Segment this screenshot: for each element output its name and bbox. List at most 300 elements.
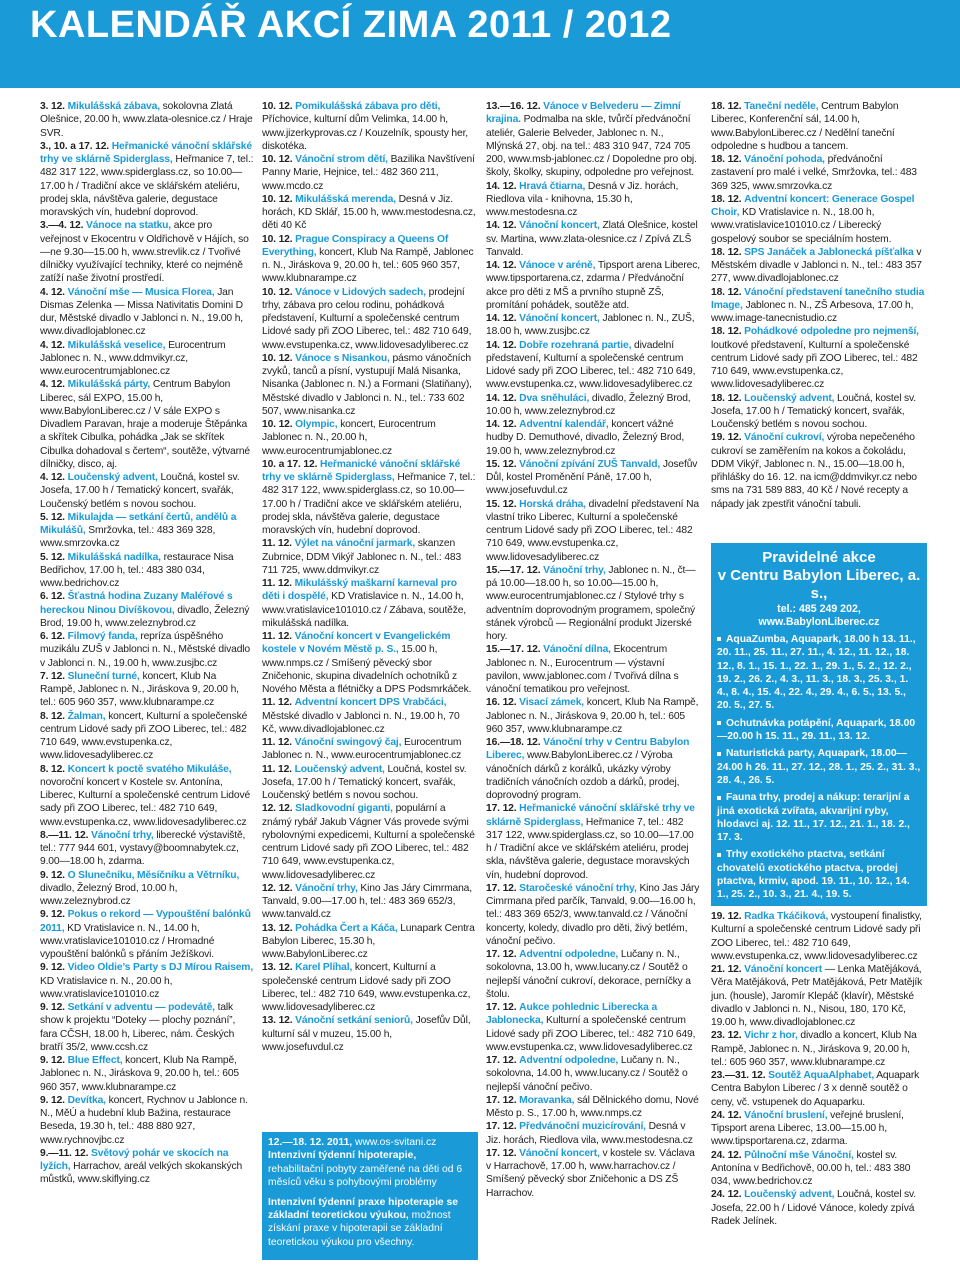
event-details: Centrum Babylon Liberec, sál EXPO, 15.00 h, www.BabylonLiberec.cz / V sále EXPO s Divadlem Paravan, hraje a moderuje Štěpánka a skřítek Cibulka, pohádka „Jak se skřítek Cibulka dohadoval s čertem“, soutěže, výtvarné dílničky, disco, aj. bbox=[40, 379, 251, 470]
event-details: repríza úspěšného muzikálu ZUŠ v Jablonci n. N., Městské divadlo v Jablonci n. N., 19.00 h, www.zusjbc.cz bbox=[40, 631, 250, 669]
event-name: SPS Janáček a Jablonecká píšťalka bbox=[744, 246, 914, 258]
event-name: Vichr z hor, bbox=[744, 1030, 798, 1042]
event-entry bbox=[262, 763, 476, 803]
event-entry bbox=[486, 1054, 700, 1094]
event-date: 18. 12. bbox=[711, 326, 742, 338]
event-entry bbox=[262, 418, 476, 458]
event-entry bbox=[486, 458, 700, 498]
event-date: 9. 12. bbox=[40, 1094, 65, 1106]
event-name: Žalman, bbox=[67, 710, 106, 722]
event-date: 24. 12. bbox=[711, 1149, 742, 1161]
event-details: KD Vratislavice n. N., 14.00 h, www.vratislavice101010.cz / Hromadné vypouštění balónků s přáním Ježíškovi. bbox=[40, 922, 215, 960]
event-details: KD Vratislavice n. N., 20.00 h, www.vratislavice101010.cz bbox=[40, 975, 173, 1000]
event-date: 8. 12. bbox=[40, 763, 65, 775]
event-name: Vánoce v Belvederu — Zimní krajina. bbox=[486, 101, 681, 126]
event-date: 14. 12. bbox=[486, 220, 517, 232]
event-name: Mikulášská veselice, bbox=[67, 339, 166, 351]
event-date: 17. 12. bbox=[486, 882, 517, 894]
event-entry bbox=[40, 763, 254, 829]
event-details: Desná v Jiz. horách, Riedlova vila, www.mestodesna.cz bbox=[486, 1121, 693, 1146]
event-details: Ekocentrum Jablonec n. N., Eurocentrum — výstavní pavilon, www.jablonec.com / Tvořivá dílna s vánoční tematikou pro veřejnost. bbox=[486, 644, 679, 695]
event-details: sál Dělnického domu, Nové Město p. S., 17.00 h, www.nmps.cz bbox=[486, 1094, 699, 1119]
event-entry bbox=[486, 643, 700, 696]
event-date: 4. 12. bbox=[40, 286, 65, 298]
event-date: 17. 12. bbox=[486, 1002, 517, 1013]
event-details: — Lenka Matějáková, Věra Matějáková, Petr Matějáková, Petr Matějík jun. (housle), Jaromír Klepáč (klavír), Městské divadlo v Jablonci n. N., Nisou, 180, 170 Kč, 19.00 h, www.divadlojablonec.cz bbox=[711, 964, 923, 1028]
event-details: divadelní představení Na vlastní triko Liberec, Kulturní a společenské centrum Lidové sady při ZOO Liberec, tel.: 482 710 649, www.evstupenka.cz, www.lidovesadyliberec.cz bbox=[486, 498, 699, 563]
event-name: Vánoční zpívání ZUŠ Tanvald, bbox=[519, 458, 661, 470]
event-details: Eurocentrum Jablonec n. N., www.ddmvikyr.cz, www.eurocentrumjablonec.cz bbox=[40, 339, 226, 377]
event-date: 17. 12. bbox=[486, 1147, 517, 1159]
event-entry bbox=[486, 802, 700, 882]
bullet-icon bbox=[717, 853, 721, 857]
event-details: koncert, Rychnov u Jablonce n. N., MěÚ a hudební klub Bažina, restaurace Beseda, 19.30 h, tel.: 488 880 927, www.rychnovjbc.cz bbox=[40, 1094, 248, 1146]
panel-line-2 bbox=[268, 1149, 472, 1189]
event-date: 10. 12. bbox=[262, 286, 293, 298]
event-entry bbox=[262, 1014, 476, 1054]
event-name: Vánoce v Lidových sadech, bbox=[295, 286, 426, 298]
event-name: Loučenský advent, bbox=[744, 392, 835, 404]
event-entry bbox=[486, 418, 700, 458]
event-date: 10. 12. bbox=[262, 233, 293, 245]
event-date: 6. 12. bbox=[40, 591, 65, 603]
event-entry bbox=[40, 869, 254, 909]
regular-event-item bbox=[717, 717, 921, 744]
event-details: liberecké výstaviště, tel.: 777 944 601, vystavy@boomnabytek.cz, 9.00—18.00 h, zdarma. bbox=[40, 829, 246, 868]
event-entry bbox=[486, 882, 700, 948]
event-name: Šťastná hodina Zuzany Maléřové s hereckou Ninou Divíškovou, bbox=[40, 591, 233, 616]
event-details: předvánoční zastavení pro malé i velké, Smržovka, tel.: 483 369 325, www.smrzovka.cz bbox=[711, 154, 917, 192]
event-entry bbox=[711, 153, 925, 193]
event-details: populární a známý rybář Jakub Vágner Vás provede svými rybolovnými expedicemi, Kulturní a společenské centrum Lidové sady při ZOO Liberec, tel.: 482 710 649, www.evstupenka.cz, www.lidovesadyliberec.cz bbox=[262, 803, 475, 881]
page-header bbox=[0, 0, 960, 88]
panel-heading: Intenzivní týdenní hipoterapie, bbox=[268, 1150, 417, 1162]
event-date: 14. 12. bbox=[486, 313, 517, 324]
event-name: Pohádkové odpoledne pro nejmenší, bbox=[744, 326, 919, 338]
event-name: Půlnoční mše Vánoční, bbox=[744, 1149, 854, 1161]
event-date: 21. 12. bbox=[711, 964, 742, 975]
event-date: 9. 12. bbox=[40, 909, 65, 921]
event-entry bbox=[486, 219, 700, 259]
event-details: akce pro veřejnost v Ekocentru v Oldřichově v Hájích, so—ne 9.30—15.00 h, www.strevlik.cz / Tvořivé dílničky využívající techniky, které co nejméně zatíží naše životní prostředí. bbox=[40, 220, 249, 285]
event-name: Vánoční strom dětí, bbox=[295, 154, 388, 165]
event-details: prodejní trhy, zábava pro celou rodinu, pohádková představení, Kulturní a společenské centrum Lidové sady při ZOO Liberec, tel.: 482 710 649, www.evstupenka.cz, www.lidovesadyliberec.cz bbox=[262, 286, 472, 351]
event-entry bbox=[262, 736, 476, 763]
event-details: koncert, Klub Na Rampě, Jablonec n. N., Jiráskova 9, 20.00 h, tel.: 605 960 357, www.klubnarampe.cz bbox=[262, 246, 474, 285]
event-entry bbox=[262, 922, 476, 962]
event-name: Moravanka, bbox=[519, 1094, 575, 1106]
event-details: Bazilika Navštívení Panny Marie, Hejnice, tel.: 482 360 211, www.mcdo.cz bbox=[262, 154, 475, 192]
event-date: 17. 12. bbox=[486, 803, 517, 815]
event-details: Jablonec n. N., ZUŠ, 18.00 h, www.zusjbc.cz bbox=[486, 313, 695, 338]
event-date: 3., 10. a 17. 12. bbox=[40, 140, 110, 152]
event-name: Vánoční dílna, bbox=[543, 644, 611, 656]
event-details: Heřmanice 7, tel.: 482 317 122, www.spiderglass.cz, so 10.00—17.00 h / Tradiční akce ve sklářském ateliéru, prodej skla, návštěva galerie, degustace moravských vín, hudební doprovod. bbox=[262, 472, 476, 536]
event-name: Loučenský advent, bbox=[744, 1189, 835, 1201]
panel-text: možnost získání praxe v hipoterapii se základní teoretickou výukou pro všechny. bbox=[268, 1210, 451, 1248]
event-name: Soutěž AquaAlphabet, bbox=[768, 1070, 875, 1081]
event-entry bbox=[40, 1054, 254, 1094]
event-entry bbox=[486, 1001, 700, 1054]
event-name: Vánoční koncert, bbox=[519, 313, 600, 324]
event-details: Centrum Babylon Liberec, Konferenční sál, 14.00 h, www.BabylonLiberec.cz / Nedělní taneční odpoledne s hudbou a tancem. bbox=[711, 101, 899, 152]
event-entry bbox=[40, 710, 254, 763]
event-details: Aquapark Centra Babylon Liberec / 3 x denně soutěž o ceny, vč. vstupenek do Aquaparku. bbox=[711, 1070, 920, 1108]
event-name: Setkání v adventu — podevátě, bbox=[67, 1002, 215, 1013]
event-date: 14. 12. bbox=[486, 260, 517, 271]
event-name: Adventní kalendář, bbox=[519, 419, 609, 430]
event-name: Vánoční mše — Musica Florea, bbox=[67, 286, 215, 298]
event-name: Mikulášská zábava, bbox=[67, 101, 160, 112]
event-name: Mikulajda — setkání čertů, andělů a Mikulášů, bbox=[40, 511, 237, 536]
event-name: Olympic, bbox=[295, 419, 338, 430]
event-date: 4. 12. bbox=[40, 379, 65, 391]
event-date: 11. 12. bbox=[262, 763, 292, 775]
event-date: 12. 12. bbox=[262, 803, 293, 815]
event-details: Lunapark Centra Babylon Liberec, 15.30 h, www.BabylonLiberec.cz bbox=[262, 922, 475, 960]
event-date: 8. 12. bbox=[40, 710, 65, 722]
event-entry bbox=[711, 246, 925, 286]
event-date: 13.—16. 12. bbox=[486, 101, 541, 112]
hipoterapie-panel bbox=[262, 1132, 478, 1260]
event-details: divadelní představení, Kulturní a společenské centrum Lidové sady při ZOO Liberec, tel.: 482 710 649, www.evstupenka.cz, www.lidovesadyliberec.cz bbox=[486, 339, 696, 391]
event-entry bbox=[486, 100, 700, 180]
event-details: sokolovna Zlatá Olešnice, 20.00 h, www.zlata-olesnice.cz / Hraje SVR. bbox=[40, 101, 253, 139]
event-entry bbox=[711, 1109, 925, 1149]
event-details: v Městském divadle v Jablonci n. N., tel.: 483 357 277, www.divadlojablonec.cz bbox=[711, 246, 922, 285]
event-entry bbox=[40, 471, 254, 511]
event-details: Zlatá Olešnice, kostel sv. Martina, www.zlata-olesnice.cz / Zpívá ZLŠ Tanvald. bbox=[486, 220, 698, 258]
panel-title: Pravidelné akce bbox=[762, 549, 876, 566]
event-name: Vánoční koncert, bbox=[519, 220, 600, 232]
event-name: Předvánoční muzicírování, bbox=[519, 1121, 646, 1133]
calendar-column-2 bbox=[262, 100, 476, 1054]
event-name: Vánoční představení tanečního studia Image, bbox=[711, 286, 925, 311]
event-details: Josefův Důl, kulturní sál v muzeu, 15.00 h, www.josefuvdul.cz bbox=[262, 1015, 471, 1053]
event-date: 13. 12. bbox=[262, 922, 293, 934]
event-name: Karel Plíhal, bbox=[295, 962, 353, 974]
event-date: 17. 12. bbox=[486, 1055, 517, 1066]
event-date: 10. 12. bbox=[262, 154, 293, 165]
event-entry bbox=[486, 564, 700, 644]
event-date: 9. 12. bbox=[40, 1002, 65, 1013]
event-date: 15.—17. 12. bbox=[486, 564, 541, 576]
event-entry bbox=[486, 1094, 700, 1121]
regular-event-name: Ochutnávka potápění, bbox=[726, 717, 834, 729]
event-entry bbox=[262, 286, 476, 352]
event-details: talk show k projektu “Doteky — plochy poznání”, fara CČSH, 18.00 h, Liberec, nám. Českých bratří 35/2, www.ccsh.cz bbox=[40, 1002, 236, 1053]
event-details: Loučná, kostel sv. Josefa, 17.00 h / Tematický koncert, svařák, Loučenský betlém s novou sochou. bbox=[711, 392, 917, 430]
regular-event-name: AquaZumba, bbox=[726, 634, 789, 645]
event-entry bbox=[40, 1147, 254, 1187]
event-name: Adventní odpoledne, bbox=[519, 1055, 619, 1066]
event-entry bbox=[711, 1069, 925, 1109]
event-entry bbox=[262, 537, 476, 577]
event-entry bbox=[262, 193, 476, 233]
regular-event-item bbox=[717, 791, 921, 844]
event-name: Vánoční pohoda, bbox=[744, 154, 825, 165]
event-date: 11. 12. bbox=[262, 737, 292, 748]
event-details: koncert, Kulturní a společenské centrum Lidové sady při ZOO Liberec, tel.: 482 710 649, www.evstupenka.cz, www.lidovesadyliberec.cz bbox=[40, 710, 248, 762]
event-entry bbox=[262, 961, 476, 1014]
event-name: Devítka, bbox=[67, 1094, 106, 1106]
event-name: Vánoční koncert, bbox=[519, 1147, 600, 1159]
event-date: 15.—17. 12. bbox=[486, 644, 541, 656]
event-date: 19. 12. bbox=[711, 432, 742, 444]
event-name: Vánoční trhy v Centru Babylon Liberec, bbox=[486, 737, 690, 762]
bullet-icon bbox=[717, 752, 721, 756]
event-date: 11. 12. bbox=[262, 578, 292, 589]
event-name: Vánoční bruslení, bbox=[744, 1109, 828, 1121]
event-details: vystoupení finalistky, Kulturní a společenské centrum Lidové sady při ZOO Liberec, tel.: 482 710 649, www.evstupenka.cz, www.lidovesadyliberec.cz bbox=[711, 911, 922, 962]
event-details: KD Vratislavice n. N., 14.00 h, www.vratislavice101010.cz / Zábava, soutěže, mikulášská nadílka. bbox=[262, 591, 467, 629]
event-entry bbox=[486, 180, 700, 220]
event-name: Mikulášská nadílka, bbox=[67, 551, 161, 563]
panel-heading: Intenzivní týdenní praxe hipoterapie se základní teoretickou výukou, bbox=[268, 1196, 458, 1222]
event-entry bbox=[711, 193, 925, 246]
event-details: Heřmanice 7, tel.: 482 317 122, www.spiderglass.cz, so 10.00—17.00 h / Tradiční akce ve sklářském ateliéru, prodej skla, návštěva galerie, degustace moravských vín, hudební doprovod. bbox=[40, 154, 254, 218]
event-name: Vánoční trhy, bbox=[543, 564, 606, 576]
event-date: 7. 12. bbox=[40, 670, 65, 682]
event-details: Podmalba na skle, tvůrčí předvánoční ateliér, Galerie Belveder, Jablonec n. N., Mlýnská 27, obj. na tel.: 483 310 947, 724 705 200, www.msb-jablonec.cz / Dopoledne pro obj. školy, školky, skupiny, odpoledne pro veřejnost. bbox=[486, 114, 697, 179]
event-details: Smržovka, tel.: 483 369 328, www.smrzovka.cz bbox=[40, 525, 216, 550]
regular-event-details: setkání chovatelů exotického ptactva, prodej ptactva, krmiv, apod. 19. 11., 10. 12., 14. 1., 25. 2., 10. 3., 21. 4., 19. 5. bbox=[717, 849, 910, 901]
event-date: 3. 12. bbox=[40, 101, 65, 112]
regular-event-name: Naturistická party, bbox=[726, 748, 816, 760]
event-name: Heřmanické vánoční sklářské trhy ve sklárně Spiderglass, bbox=[486, 803, 695, 828]
event-details: Kulturní a společenské centrum Lidové sady při ZOO Liberec, tel.: 482 710 649, www.evstupenka.cz, www.lidovesadyliberec.cz bbox=[486, 1015, 696, 1053]
event-name: Pokus o rekord — Vypouštění balónků 2011, bbox=[40, 909, 251, 934]
event-date: 23.—31. 12. bbox=[711, 1070, 766, 1081]
event-details: Jablonec n. N., ZŠ Arbesova, 17.00 h, www.image-tanecnistudio.cz bbox=[711, 299, 914, 324]
event-entry bbox=[711, 1188, 925, 1228]
bullet-icon bbox=[717, 721, 721, 725]
event-entry bbox=[40, 378, 254, 471]
event-entry bbox=[486, 736, 700, 802]
event-name: Vánoce s Nisankou, bbox=[295, 352, 390, 364]
calendar-column-1 bbox=[40, 100, 254, 1187]
event-entry bbox=[262, 352, 476, 418]
event-entry bbox=[40, 1094, 254, 1147]
event-name: Pomikulášská zábava pro děti, bbox=[295, 101, 441, 112]
event-name: Heřmanické vánoční sklářské trhy ve sklárně Spiderglass, bbox=[262, 458, 461, 483]
event-details: koncert, Kulturní a společenské centrum Lidové sady při ZOO Liberec, tel.: 482 710 649, www.evstupenka.cz, www.lidovesadyliberec.cz bbox=[262, 962, 471, 1013]
event-date: 10. 12. bbox=[262, 101, 293, 112]
event-name: Výlet na vánoční jarmark, bbox=[294, 538, 416, 550]
event-name: Vánoce na statku, bbox=[86, 220, 172, 232]
event-details: Tipsport arena Liberec, www.tipsportarena.cz, zdarma / Předvánoční akce pro děti z MŠ a prvního stupně ZŠ, promítání pohádek, soutěže atd. bbox=[486, 260, 700, 311]
event-date: 10. 12. bbox=[262, 352, 293, 364]
event-details: Josefův Důl, kostel Proměnění Páně, 17.00 h, www.josefuvdul.cz bbox=[486, 458, 698, 497]
event-date: 9. 12. bbox=[40, 962, 65, 974]
event-details: Loučná, kostel sv. Josefa, 17.00 h / Tematický koncert, svařák, Loučenský betlém s novou sochou. bbox=[40, 472, 240, 510]
event-date: 11. 12. bbox=[262, 538, 292, 550]
event-name: Sladkovodní giganti, bbox=[295, 803, 393, 815]
event-details: novoroční koncert v Kostele sv. Antonína, Liberec, Kulturní a společenské centrum Lidové sady při ZOO Liberec, tel.: 482 710 649, www.evstupenka.cz, www.lidovesadyliberec.cz bbox=[40, 776, 251, 828]
event-entry bbox=[262, 233, 476, 286]
event-entry bbox=[486, 339, 700, 392]
event-date: 10. a 17. 12. bbox=[262, 458, 318, 470]
event-details: Eurocentrum Jablonec n. N., www.eurocentrumjablonec.cz bbox=[262, 737, 462, 762]
event-name: Adventní odpoledne, bbox=[519, 949, 619, 960]
regular-event-item bbox=[717, 747, 921, 787]
event-name: Sluneční turné, bbox=[67, 670, 140, 682]
event-date: 18. 12. bbox=[711, 101, 742, 112]
event-name: Hravá čtiarna, bbox=[519, 180, 586, 192]
event-name: Vánoční koncert v Evangelickém kostele v Novém Městě p. S., bbox=[262, 631, 451, 656]
event-date: 24. 12. bbox=[711, 1109, 742, 1121]
event-entry bbox=[711, 392, 925, 432]
event-date: 14. 12. bbox=[486, 180, 517, 192]
event-entry bbox=[40, 961, 254, 1001]
bullet-icon bbox=[717, 796, 721, 800]
event-details: pásmo vánočních zvyků, tanců a písní, vystupují Malá Nisanka, Nisanka (Jablonec n. N.) a Formani (Slatiňany), Městské divadlo v Jablonci n. N., tel.: 733 602 507, www.nisanka.cz bbox=[262, 352, 472, 417]
event-details: divadlo, Železný Brod, 10.00 h, www.zeleznybrod.cz bbox=[486, 392, 691, 417]
event-date: 13. 12. bbox=[262, 1015, 293, 1027]
event-details: koncert, Klub Na Rampě, Jablonec n. N., Jiráskova 9, 20.00 h, tel.: 605 960 357, www.klubnarampe.cz bbox=[486, 697, 699, 735]
event-entry bbox=[40, 339, 254, 379]
event-entry bbox=[486, 259, 700, 312]
event-details: Jablonec n. N., čt—pá 10.00—18.00 h, so 10.00—15.00 h, www.eurocentrumjablonec.cz / Stylové trhy s adventním doprovodným programem, společný stánek výrobců — Regionální produkt Jizerské hory. bbox=[486, 564, 696, 642]
event-entry bbox=[262, 153, 476, 193]
regular-event-details: Aquapark, 18.00—24.00 h 26. 11., 27. 12., 28. 1., 25. 2., 31. 3., 28. 4., 26. 5. bbox=[717, 748, 921, 786]
event-entry bbox=[262, 577, 476, 630]
event-entry bbox=[40, 670, 254, 710]
event-date: 11. 12. bbox=[262, 697, 292, 709]
event-details: divadlo a koncert, Klub Na Rampě, Jablonec n. N., Jiráskova 9, 20.00 h, tel.: 605 960 357, www.klubnarampe.cz bbox=[711, 1030, 917, 1068]
event-name: Vánoční swingový čaj, bbox=[294, 737, 402, 748]
event-date: 18. 12. bbox=[711, 286, 742, 298]
event-details: 15.00 h, www.nmps.cz / Smíšený pěvecký sbor Zničehonic, skupina divadelních ochotníků z Nového Města a flétničky a DPS Podsmrkáček. bbox=[262, 644, 472, 695]
event-name: Adventní koncert: Generace Gospel Choir, bbox=[711, 193, 915, 218]
event-date: 5. 12. bbox=[40, 511, 65, 523]
event-date: 24. 12. bbox=[711, 1189, 742, 1201]
event-name: Video Oldie’s Party s DJ Mírou Raisem, bbox=[67, 962, 254, 974]
event-date: 11. 12. bbox=[262, 631, 292, 642]
event-entry bbox=[486, 696, 700, 736]
event-name: Dobře rozehraná partie, bbox=[519, 339, 632, 351]
event-date: 6. 12. bbox=[40, 631, 65, 642]
event-name: Loučenský advent, bbox=[67, 472, 158, 483]
event-date: 5. 12. bbox=[40, 551, 65, 563]
event-name: Loučenský advent, bbox=[294, 763, 385, 775]
event-details: Lučany n. N., sokolovna, 13.00 h, www.lucany.cz / Soutěž o nejlepší vánoční cukroví, dekorace, perníčky a štolu. bbox=[486, 949, 691, 1000]
event-name: Adventní koncert DPS Vrabčáci, bbox=[294, 697, 447, 709]
event-details: v kostele sv. Václava v Harrachově, 17.00 h, www.harrachov.cz / Smíšený pěvecký sbor Zničehonic a DS ZŠ Harrachov. bbox=[486, 1147, 695, 1199]
event-date: 18. 12. bbox=[711, 246, 742, 258]
event-details: veřejné bruslení, Tipsport arena Liberec, 13.00—15.00 h, www.tipsportarena.cz, zdarma. bbox=[711, 1109, 904, 1148]
event-details: Kino Jas Járy Cimrmana před parčík, Tanvald, 9.00—16.00 h, tel.: 483 369 652/3, www.tanvald.cz / Vánoční koncerty, koledy, divadlo pro děti, živý betlém, vánoční pečivo. bbox=[486, 882, 700, 947]
event-entry bbox=[711, 1149, 925, 1189]
event-details: Heřmanice 7, tel.: 482 317 122, www.spiderglass.cz, so 10.00—17.00 h / Tradiční akce ve sklářském ateliéru, prodej skla, návštěva galerie, degustace moravských vín, hudební doprovod. bbox=[486, 816, 694, 881]
event-entry bbox=[262, 100, 476, 153]
event-date: 8.—11. 12. bbox=[40, 829, 89, 841]
event-entry bbox=[40, 551, 254, 591]
event-details: Loučná, kostel sv. Josefa, 22.00 h / Lidové Vánoce, koledy zpívá Radek Jelínek. bbox=[711, 1189, 917, 1227]
event-date: 17. 12. bbox=[486, 1094, 517, 1106]
event-entry bbox=[486, 392, 700, 419]
event-details: loutkové představení, Kulturní a společenské centrum Lidové sady při ZOO Liberec, tel.: 482 710 649, www.evstupenka.cz, www.lidovesadyliberec.cz bbox=[711, 339, 918, 391]
event-entry bbox=[262, 802, 476, 882]
event-details: koncert vážné hudby D. Demuthové, divadlo, Železný Brod, 19.00 h, www.zeleznybrod.cz bbox=[486, 419, 685, 457]
event-name: Heřmanické vánoční sklářské trhy ve sklárně Spiderglass, bbox=[40, 140, 252, 165]
event-date: 9.—11. 12. bbox=[40, 1147, 89, 1159]
calendar-column-3 bbox=[486, 100, 700, 1200]
event-date: 12. 12. bbox=[262, 882, 293, 894]
event-details: Kino Jas Járy Cimrmana, Tanvald, 9.00—17.00 h, tel.: 483 369 652/3, www.tanvald.cz bbox=[262, 882, 472, 921]
event-date: 14. 12. bbox=[486, 339, 517, 351]
regular-event-item bbox=[717, 633, 921, 713]
event-date: 18. 12. bbox=[711, 392, 742, 404]
event-name: Visací zámek, bbox=[519, 697, 585, 709]
event-details: skanzen Zubrnice, DDM Vikýř Jablonec n. N., tel.: 483 711 725, www.ddmvikyr.cz bbox=[262, 538, 462, 576]
panel-line-3 bbox=[268, 1196, 472, 1250]
event-name: Mikulášský maškarní karneval pro děti i dospělé, bbox=[262, 578, 457, 603]
event-name: Radka Tkáčiková, bbox=[744, 911, 829, 922]
event-name: Dva sněhuláci, bbox=[519, 392, 590, 404]
event-name: Vánoční cukroví, bbox=[744, 432, 825, 444]
event-date: 14. 12. bbox=[486, 392, 517, 404]
event-date: 10. 12. bbox=[262, 419, 293, 430]
panel-link: www.os-svitani.cz bbox=[355, 1137, 437, 1148]
event-name: O Slunečníku, Měsíčníku a Větrníku, bbox=[67, 869, 240, 881]
event-entry bbox=[40, 140, 254, 220]
event-name: Mikulášská merenda, bbox=[295, 193, 396, 205]
event-name: Blue Effect, bbox=[67, 1055, 123, 1066]
bullet-icon bbox=[717, 637, 721, 641]
panel-date: 12.—18. 12. 2011, bbox=[268, 1137, 353, 1148]
event-date: 3.—4. 12. bbox=[40, 220, 84, 232]
event-date: 10. 12. bbox=[262, 193, 293, 205]
event-name: Vánoční trhy, bbox=[91, 829, 154, 841]
event-details: koncert, Klub Na Rampě, Jablonec n. N., Jiráskova 9, 20.00 h, tel.: 605 960 357, www.klubnarampe.cz bbox=[40, 670, 239, 709]
event-name: Vánoční koncert bbox=[744, 964, 823, 975]
event-name: Pohádka Čert a Káča, bbox=[295, 922, 398, 934]
regular-event-item bbox=[717, 848, 921, 901]
event-name: Světový pohár ve skocích na lyžích, bbox=[40, 1147, 229, 1172]
event-date: 16.—18. 12. bbox=[486, 737, 541, 748]
event-details: koncert, Klub Na Rampě, Jablonec n. N., Jiráskova 9, 20.00 h, tel.: 605 960 357, www.klubnarampe.cz bbox=[40, 1055, 240, 1093]
event-details: KD Vratislavice n. N., 18.00 h, www.vratislavice101010.cz / Liberecký gospelový soubor se speciálním hostem. bbox=[711, 207, 892, 245]
event-name: Filmový fanda, bbox=[67, 631, 138, 642]
panel-line-1 bbox=[268, 1136, 472, 1149]
event-details: Příchovice, kulturní dům Velimka, 14.00 h, www.jizerkyprovas.cz / Kouzelník, spousty her, diskotéka. bbox=[262, 114, 468, 152]
event-entry bbox=[262, 458, 476, 538]
panel-text: rehabilitační pobyty zaměřené na děti od 6 měsíců věku s pohybovými problémy bbox=[268, 1163, 463, 1189]
event-details: výroba nepečeného cukroví se zaměřením na kokos a čokoládu, DDM Vikýř, Jablonec n. N., 15.00—18.00 h, přihlášky do 16. 12. na icm@ddmvikyr.cz nebo sms na 731 589 883, 40 Kč / Nové recepty a nápady jak zpestřit vánoční tabuli. bbox=[711, 432, 917, 510]
event-details: Desná v Jiz. horách, Riedlova vila - knihovna, 15.30 h, www.mestodesna.cz bbox=[486, 180, 679, 218]
event-date: 14. 12. bbox=[486, 419, 517, 430]
event-details: divadlo, Železný Brod, 19.00 h, www.zeleznybrod.cz bbox=[40, 604, 250, 629]
event-date: 17. 12. bbox=[486, 949, 517, 960]
event-details: kostel sv. Antonína v Bedřichově, 00.00 h, tel.: 483 380 034, www.bedrichov.cz bbox=[711, 1149, 911, 1187]
event-date: 13. 12. bbox=[262, 962, 293, 974]
event-entry bbox=[711, 963, 925, 1029]
event-name: Mikulášská párty, bbox=[67, 379, 151, 391]
event-date: 9. 12. bbox=[40, 869, 65, 881]
event-name: Staročeské vánoční trhy, bbox=[519, 882, 637, 894]
event-entry bbox=[486, 498, 700, 564]
event-date: 18. 12. bbox=[711, 154, 742, 165]
event-details: www.BabylonLiberec.cz / Výroba vánočních dárků z korálků, ukázky výroby tradičních vánočních ozdob a dárků, prodej, doprovodný program. bbox=[486, 750, 680, 801]
event-date: 15. 12. bbox=[486, 458, 517, 470]
event-entry bbox=[40, 511, 254, 551]
page-title: KALENDÁŘ AKCÍ ZIMA 2011 / 2012 bbox=[30, 4, 672, 46]
event-entry bbox=[486, 1120, 700, 1147]
event-date: 18. 12. bbox=[711, 193, 742, 205]
regular-event-details: Aquapark, 18.00—20.00 h 15. 11., 29. 11., 13. 12. bbox=[717, 717, 916, 743]
event-entry bbox=[486, 312, 700, 339]
